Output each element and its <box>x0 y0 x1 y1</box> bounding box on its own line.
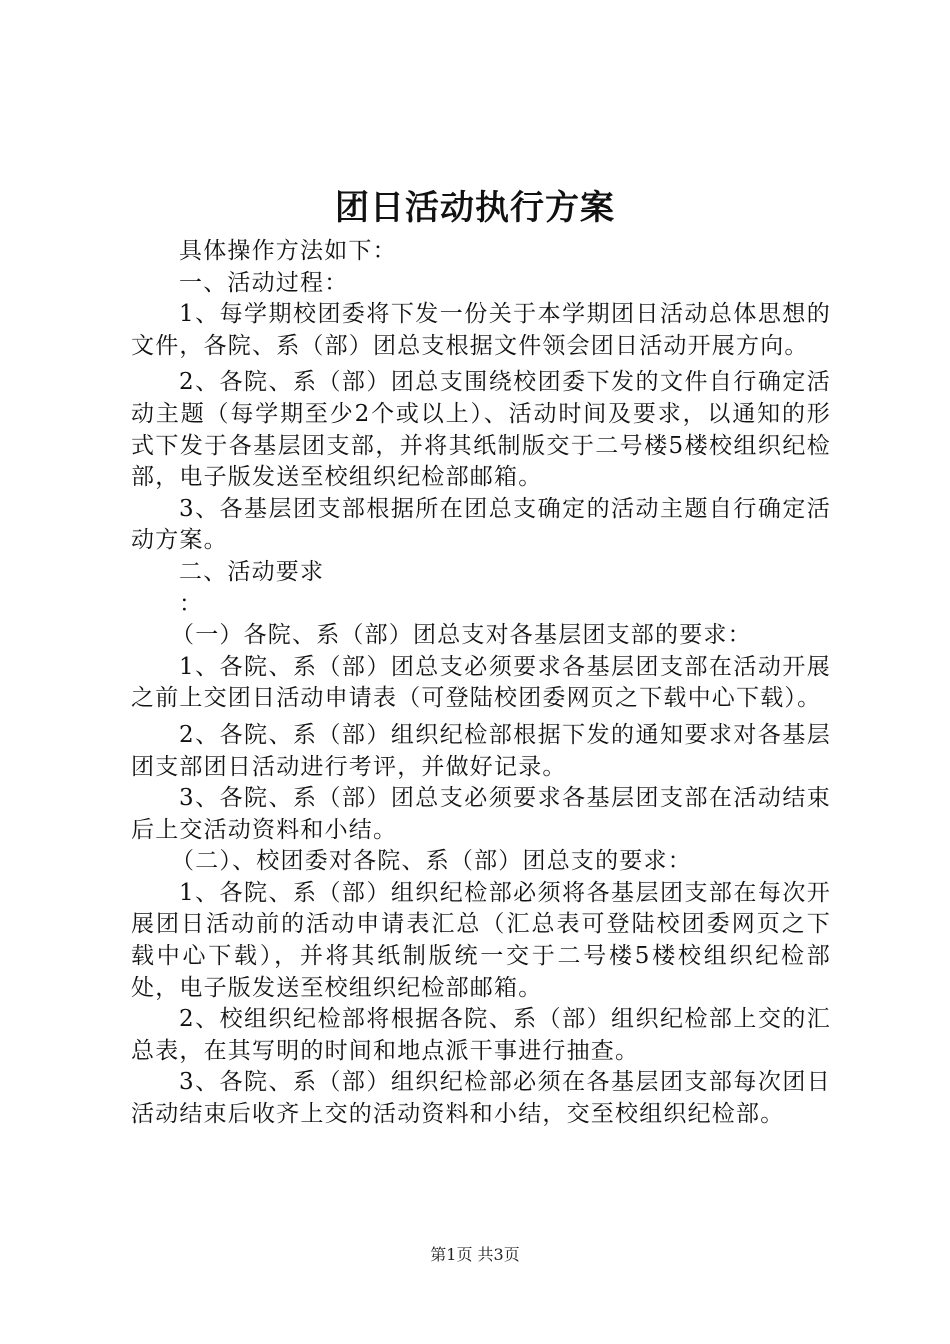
subsection-heading-2: （二）、校团委对各院、系（部）团总支的要求： <box>171 848 692 875</box>
document-body <box>131 236 831 1131</box>
subsection-heading-1: （一）各院、系（部）团总支对各基层团支部的要求： <box>171 622 752 649</box>
paragraph-req2-3: 3、各院、系（部）组织纪检部必须在各基层团支部每次团日活动结束后收齐上交的活动资料和小结，交至校组织纪检部。 <box>131 1069 831 1128</box>
section-heading-process: 一、活动过程： <box>179 269 349 296</box>
paragraph-req2-2: 2、校组织纪检部将根据各院、系（部）组织纪检部上交的汇总表，在其写明的时间和地点派干事进行抽查。 <box>131 1006 831 1064</box>
paragraph-process-1: 1、每学期校团委将下发一份关于本学期团日活动总体思想的文件，各院、系（部）团总支根据文件领会团日活动开展方向。 <box>131 301 831 359</box>
paragraph-req1-1: 1、各院、系（部）团总支必须要求各基层团支部在活动开展之前上交团日活动申请表（可登陆校团委网页之下载中心下载）。 <box>131 653 831 712</box>
document-title: 团日活动执行方案 <box>335 188 615 228</box>
paragraph-process-2: 2、各院、系（部）团总支围绕校团委下发的文件自行确定活动主题（每学期至少2个或以上）、活动时间及要求，以通知的形式下发于各基层团支部，并将其纸制版交于二号楼5楼校组织纪检部，电子版发送至校组织纪检部邮箱。 <box>131 369 831 491</box>
paragraph-intro: 具体操作方法如下： <box>179 238 397 264</box>
page-footer: 第1页 共3页 <box>430 1245 520 1264</box>
section-heading-colon: ： <box>179 590 204 617</box>
section-heading-requirements: 二、活动要求 <box>179 558 325 585</box>
paragraph-req1-2: 2、各院、系（部）组织纪检部根据下发的通知要求对各基层团支部团日活动进行考评，并做好记录。 <box>131 721 831 780</box>
paragraph-req1-3: 3、各院、系（部）团总支必须要求各基层团支部在活动结束后上交活动资料和小结。 <box>131 785 831 843</box>
paragraph-req2-1: 1、各院、系（部）组织纪检部必须将各基层团支部在每次开展团日活动前的活动申请表汇总（汇总表可登陆校团委网页之下载中心下载），并将其纸制版统一交于二号楼5楼校组织纪检部处，电子版发送至校组织纪检部邮箱。 <box>131 879 831 1001</box>
paragraph-process-3: 3、各基层团支部根据所在团总支确定的活动主题自行确定活动方案。 <box>131 495 831 554</box>
